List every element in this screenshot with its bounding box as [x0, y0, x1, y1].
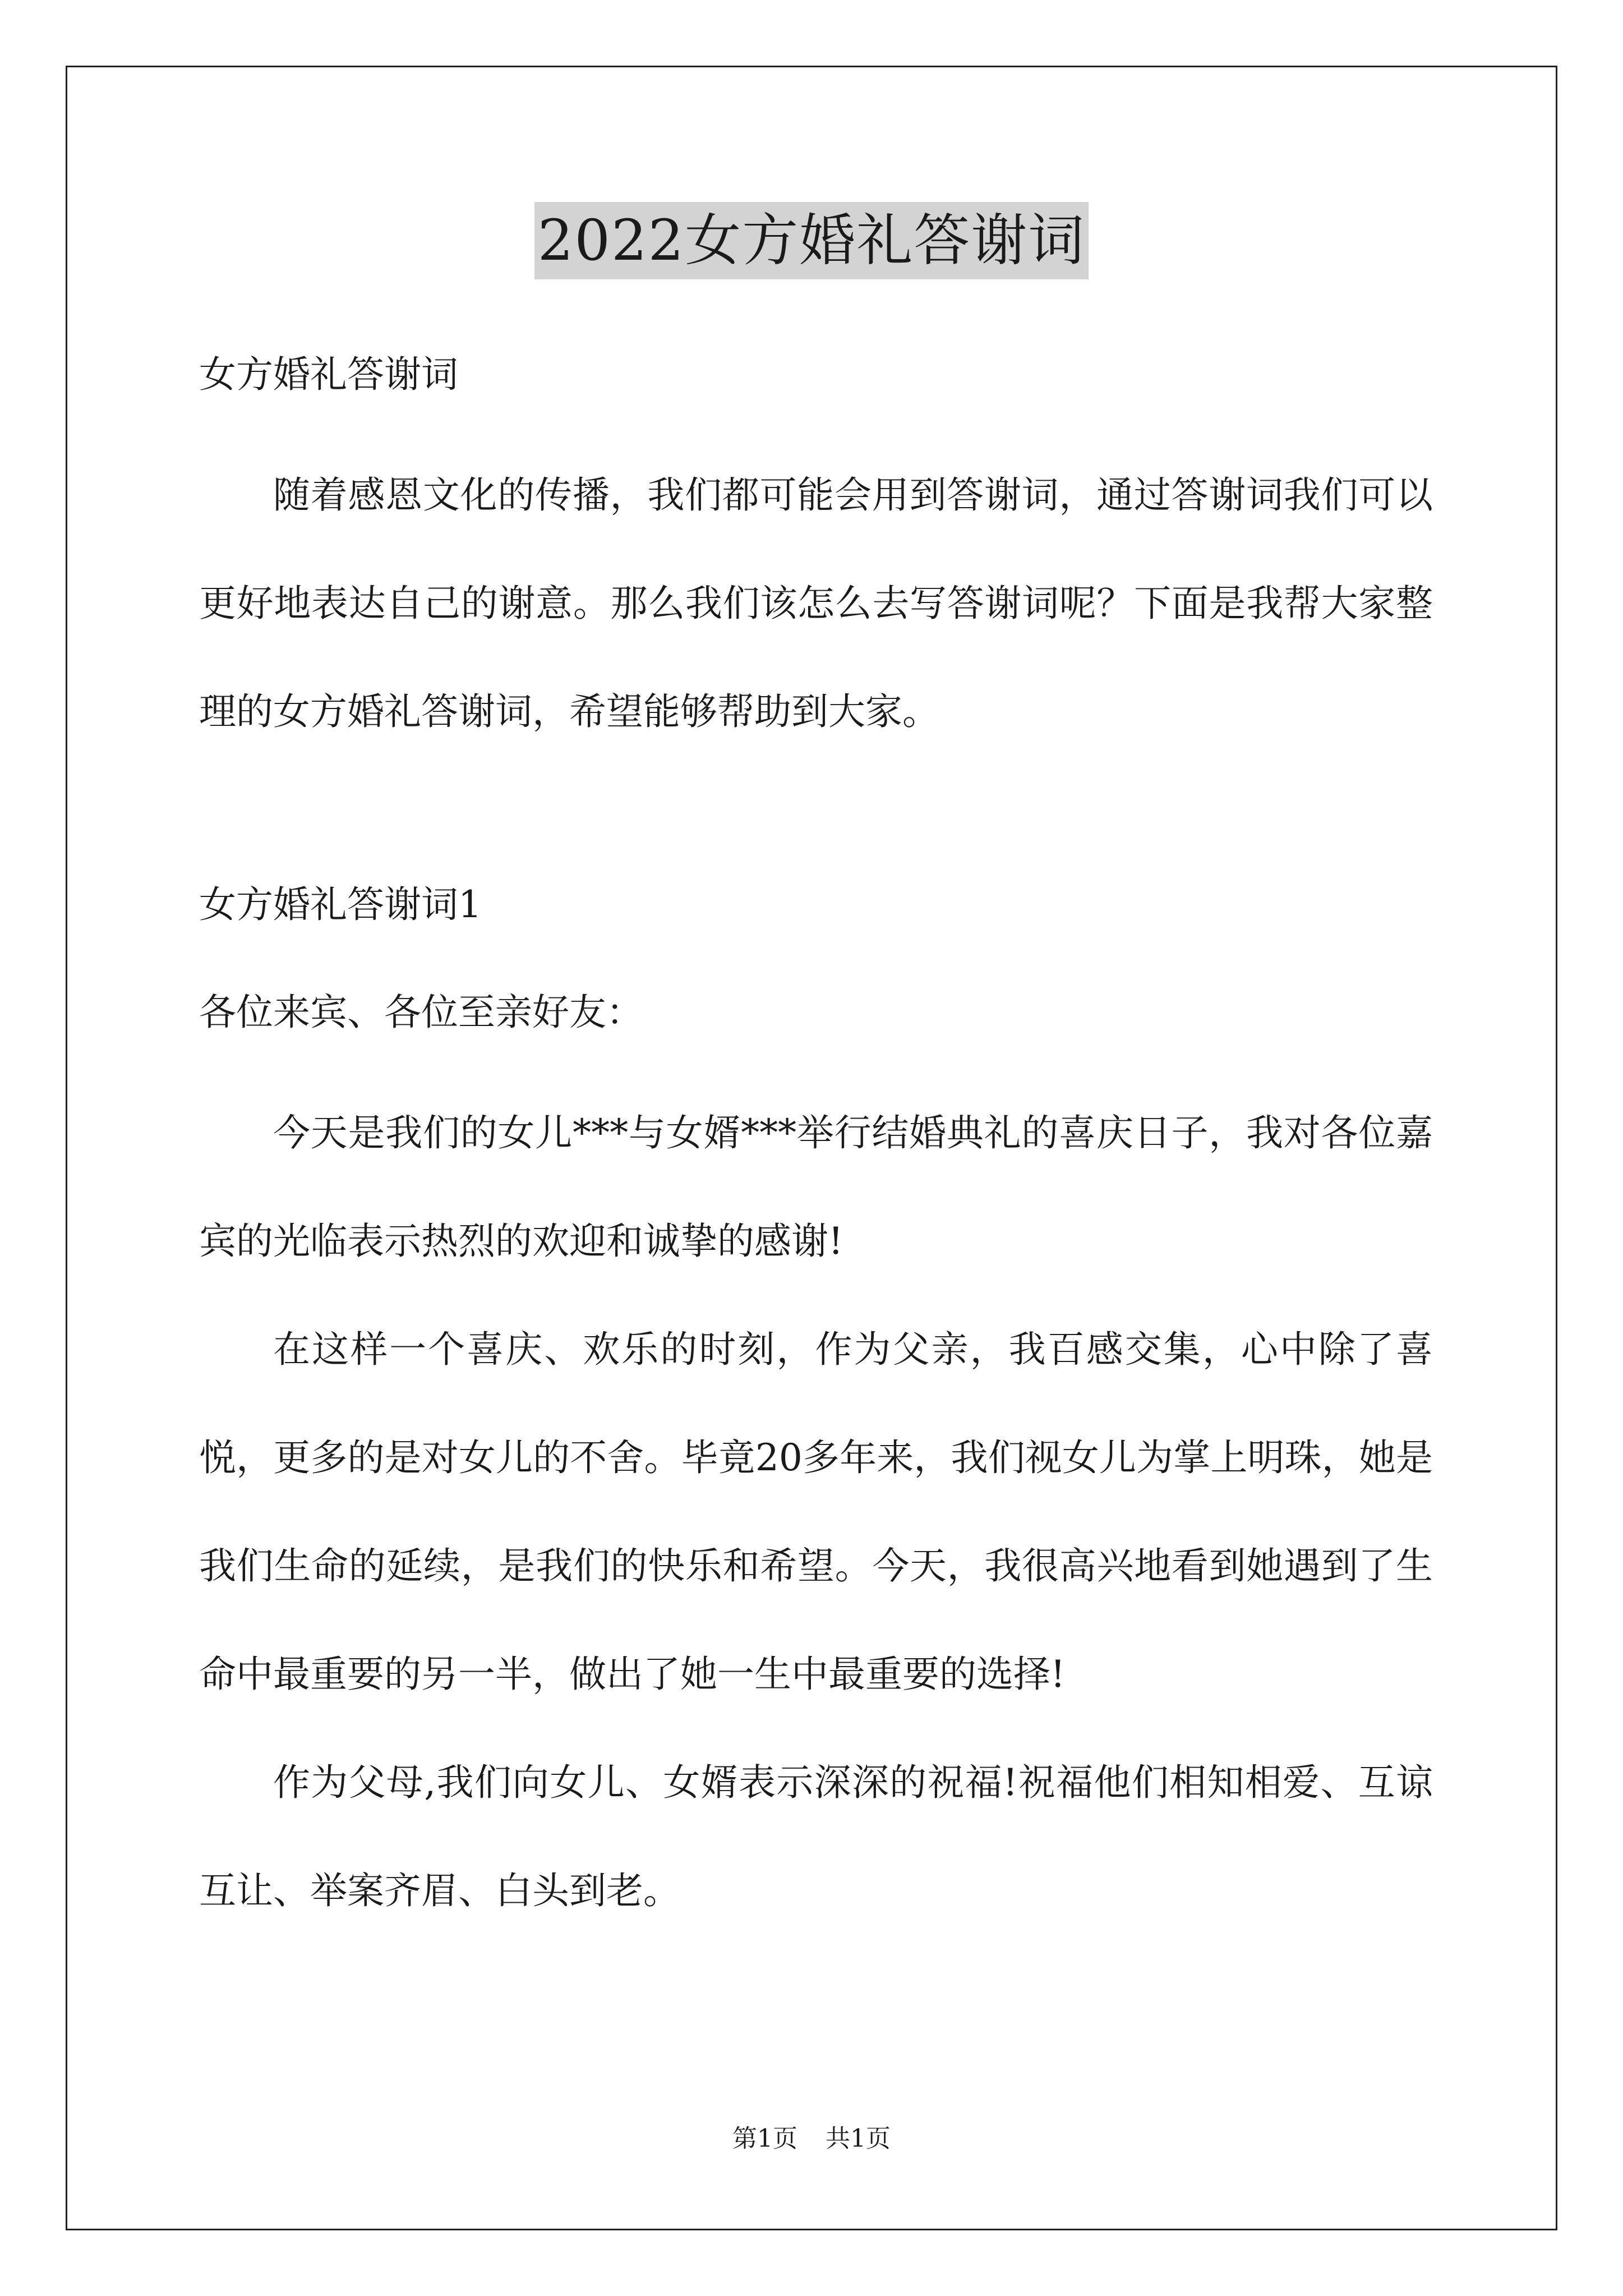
intro-paragraph: 随着感恩文化的传播，我们都可能会用到答谢词，通过答谢词我们可以更好地表达自己的谢意。那么我们该怎么去写答谢词呢？下面是我帮大家整理的女方婚礼答谢词，希望能够帮助到大家。 — [199, 473, 1433, 733]
document-body — [199, 348, 1433, 1945]
section-heading: 女方婚礼答谢词1 — [199, 883, 482, 926]
salutation: 各位来宾、各位至亲好友： — [199, 991, 643, 1034]
document-subtitle: 女方婚礼答谢词 — [199, 353, 458, 396]
body-paragraph-3: 作为父母,我们向女儿、女婿表示深深的祝福!祝福他们相知相爱、互谅互让、举案齐眉、白头到老。 — [199, 1761, 1433, 1912]
body-paragraph-2: 在这样一个喜庆、欢乐的时刻，作为父亲，我百感交集，心中除了喜悦，更多的是对女儿的不舍。毕竟20多年来，我们视女儿为掌上明珠，她是我们生命的延续，是我们的快乐和希望。今天，我很高兴地看到她遇到了生命中最重要的另一半，做出了她一生中最重要的选择! — [199, 1328, 1433, 1696]
title-container — [0, 202, 1623, 279]
page-footer — [0, 2122, 1623, 2156]
body-paragraph-1: 今天是我们的女儿***与女婿***举行结婚典礼的喜庆日子，我对各位嘉宾的光临表示热烈的欢迎和诚挚的感谢! — [199, 1111, 1433, 1263]
document-title: 2022女方婚礼答谢词 — [534, 202, 1089, 279]
page-number-total: 共1页 — [826, 2124, 891, 2153]
page-number-current: 第1页 — [732, 2124, 797, 2153]
section-gap — [199, 766, 1433, 878]
